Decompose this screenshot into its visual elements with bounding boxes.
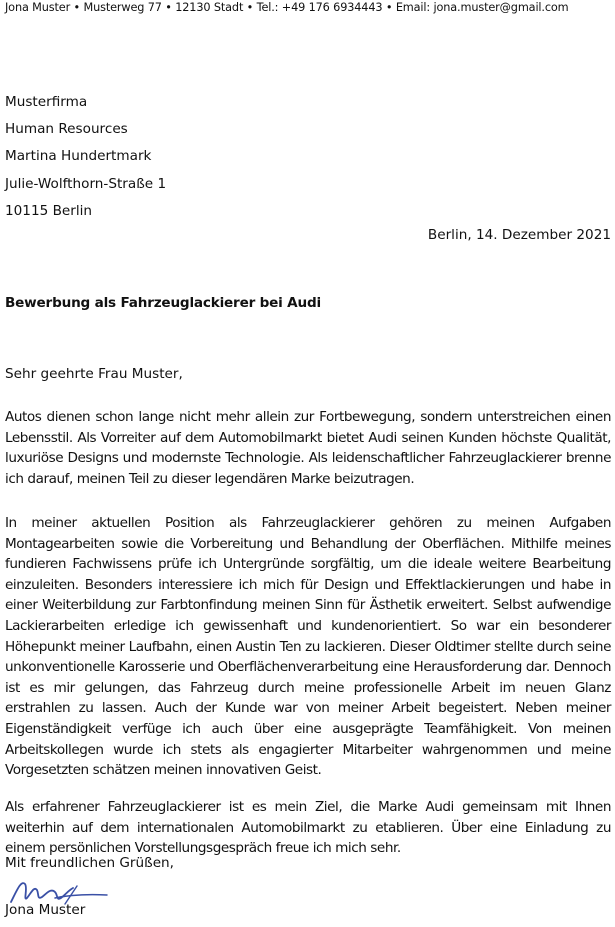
letter-date: Berlin, 14. Dezember 2021 [427,227,611,243]
recipient-department: Human Resources [5,121,128,138]
recipient-address [5,89,166,225]
body-paragraph-3: Als erfahrener Fahrzeuglackierer ist es mein Ziel, die Marke Audi gemeinsam mit Ihnen weiterhin auf dem internationalen Automobilmarkt zu etablieren. Über eine Einladung zu einem persönlichen Vorstellungsgespräch freue ich mich sehr. [5,799,611,857]
body-paragraph-1: Autos dienen schon lange nicht mehr allein zur Fortbewegung, sondern unterstreichen einen Lebensstil. Als Vorreiter auf dem Automobilmarkt bietet Audi seinen Kunden höchste Qualität, luxuriöse Designs und modernste Technologie. Als leidenschaftlicher Fahrzeuglackierer brenne ich darauf, meinen Teil zu dieser legendären Marke beizutragen. [5,409,611,487]
recipient-city: 10115 Berlin [5,202,93,219]
recipient-name: Martina Hundertmark [5,148,152,165]
salutation: Sehr geehrte Frau Muster, [5,366,183,382]
body-paragraph-2: In meiner aktuellen Position als Fahrzeuglackierer gehören zu meinen Aufgaben Montagearbeiten sowie die Vorbereitung und Behandlung der Oberflächen. Mithilfe meines fundieren Fachwissens prüfe ich Untergründe sorgfältig, um die ideale weitere Bearbeitung einzuleiten. Besonders interessiere ich mich für Design und Effektlackierungen und habe in einer Weiterbildung zur Farbtonfindung meinen Sinn für Ästhetik erweitert. Selbst aufwendige Lackierarbeiten erledige ich gewissenhaft und kundenorientiert. So war ein besonderer Höhepunkt meiner Laufbahn, einen Austin Ten zu lackieren. Dieser Oldtimer stellte durch seine unkonventionelle Karosserie und Oberflächenverarbeitung eine Herausforderung dar. Dennoch ist es mir gelungen, das Fahrzeug durch meine professionelle Arbeit im neuen Glanz erstrahlen zu lassen. Auch der Kunde war von meiner Arbeit begeistert. Neben meiner Eigenständigkeit verfüge ich auch über eine ausgeprägte Teamfähigkeit. Von meinen Arbeitskollegen wurde ich stets als engagierter Mitarbeiter wahrgenommen und meine Vorgesetzten schätzen meinen innovativen Geist. [5,515,611,779]
signer-name: Jona Muster [5,902,86,918]
sender-address-line: Jona Muster • Musterweg 77 • 12130 Stadt • Tel.: +49 176 6934443 • Email: jona.muster@gmail.com [5,1,569,14]
recipient-street: Julie-Wolfthorn-Straße 1 [5,175,167,192]
recipient-company: Musterfirma [5,94,88,110]
letter-subject: Bewerbung als Fahrzeuglackierer bei Audi [5,295,321,311]
closing-phrase: Mit freundlichen Grüßen, [5,855,174,871]
